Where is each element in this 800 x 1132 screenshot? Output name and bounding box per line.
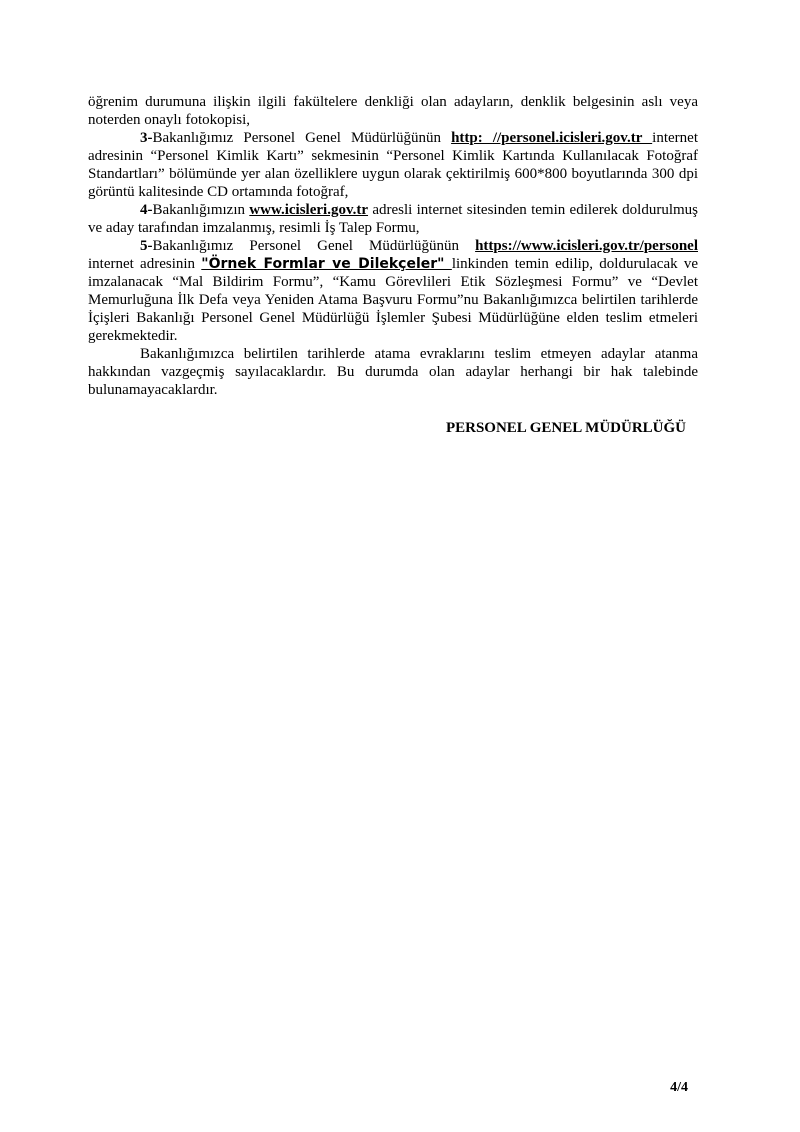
paragraph-text: Bakanlığımız Personel Genel Müdürlüğünün xyxy=(152,130,452,146)
personel-site-link[interactable]: http: //personel.icisleri.gov.tr xyxy=(451,130,653,146)
paragraph-diploma-equivalence xyxy=(88,93,698,129)
paragraph-text: internet adresinin “Personel Kimlik Kartı” sekmesinin “Personel Kimlik Kartında Kullanılacak Fotoğraf Standartları” bölümünde yer alan özelliklere uygun olarak çektirilmiş 600*800 boyutlarında 300 dpi görüntü kalitesinde CD ortamında fotoğraf, xyxy=(88,130,698,200)
paragraph-text: internet adresinin xyxy=(88,256,202,272)
paragraph-text: Bakanlığımızın xyxy=(152,202,250,218)
document-body xyxy=(88,93,698,437)
paragraph-item-3-photo xyxy=(88,129,698,201)
item-number: 5- xyxy=(140,238,153,254)
paragraph-text: adresli internet sitesinden temin edilerek doldurulmuş ve aday tarafından imzalanmış, resimli İş Talep Formu, xyxy=(88,202,698,236)
paragraph-text: öğrenim durumuna ilişkin ilgili fakültelere denkliği olan adayların, denklik belgesinin aslı veya noterden onaylı fotokopisi, xyxy=(88,94,698,128)
paragraph-text: linkinden temin edilip, doldurulacak ve imzalanacak “Mal Bildirim Formu”, “Kamu Görevlileri Etik Sözleşmesi Formu” ve “Devlet Memurluğuna İlk Defa veya Yeniden Atama Başvuru Formu”nu Bakanlığımızca belirtilen tarihlerde İçişleri Bakanlığı Personel Genel Müdürlüğü İşlemler Şubesi Müdürlüğüne elden teslim etmeleri gerekmektedir. xyxy=(88,256,699,344)
item-number: 3- xyxy=(140,130,153,146)
paragraph-item-4-job-form xyxy=(88,201,698,237)
paragraph-text: Bakanlığımızca belirtilen tarihlerde atama evraklarını teslim etmeyen adaylar atanma hakkından vazgeçmiş sayılacaklardır. Bu durumda olan adaylar herhangi bir hak talebinde bulunamayacaklardır. xyxy=(88,346,698,398)
signature-block: PERSONEL GENEL MÜDÜRLÜĞÜ xyxy=(445,420,686,436)
paragraph-item-5-forms xyxy=(88,237,698,345)
personel-page-link[interactable]: https://www.icisleri.gov.tr/personel xyxy=(475,238,698,254)
page-number: 4/4 xyxy=(670,1080,688,1095)
paragraph-text: Bakanlığımız Personel Genel Müdürlüğünün xyxy=(152,238,476,254)
item-number: 4- xyxy=(140,202,153,218)
paragraph-warning xyxy=(88,345,698,399)
icisleri-site-link[interactable]: www.icisleri.gov.tr xyxy=(249,202,369,218)
sample-forms-link[interactable]: "Örnek Formlar ve Dilekçeler" xyxy=(201,256,452,272)
